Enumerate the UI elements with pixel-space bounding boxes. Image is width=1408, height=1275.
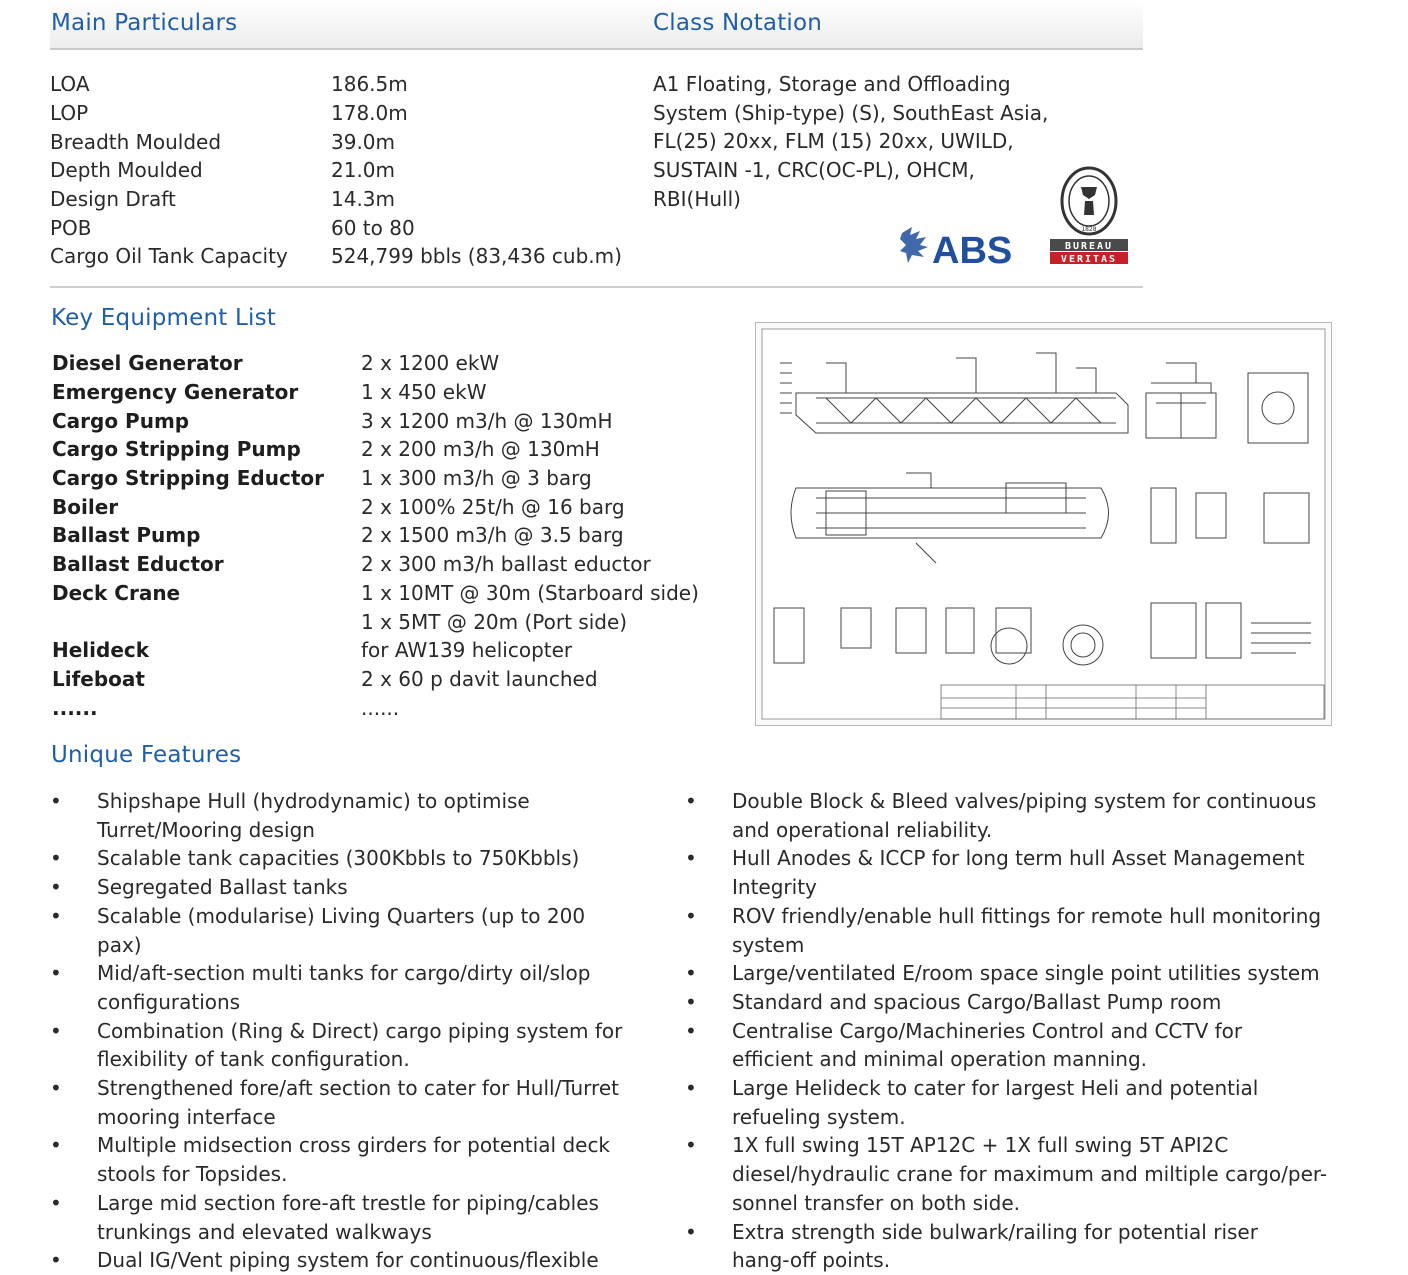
feature-item bbox=[50, 1131, 650, 1188]
feature-line: and operational reliability. bbox=[732, 817, 993, 842]
particular-value: 524,799 bbls (83,436 cub.m) bbox=[331, 244, 622, 269]
bv-text-top: BUREAU bbox=[1064, 241, 1114, 252]
class-notation-text bbox=[653, 70, 1103, 214]
equipment-row bbox=[52, 607, 732, 636]
equipment-label: Boiler bbox=[52, 494, 119, 519]
feature-line: Double Block & Bleed valves/piping system for continuous bbox=[732, 789, 1317, 813]
bullet-icon: • bbox=[685, 846, 697, 871]
feature-line: sonnel transfer on both side. bbox=[732, 1190, 1020, 1215]
general-arrangement-drawing bbox=[755, 322, 1332, 726]
feature-line: Large/ventilated E/room space single point utilities system bbox=[732, 961, 1320, 986]
equipment-label: Emergency Generator bbox=[52, 380, 299, 405]
bullet-icon: • bbox=[50, 1018, 62, 1043]
feature-line: 1X full swing 15T AP12C + 1X full swing 5T API2C bbox=[732, 1133, 1229, 1158]
feature-item bbox=[685, 1017, 1345, 1074]
equipment-row bbox=[52, 693, 732, 722]
feature-text bbox=[732, 844, 1345, 901]
feature-line: Segregated Ballast tanks bbox=[97, 875, 348, 900]
feature-item bbox=[50, 959, 650, 1016]
feature-line: Standard and spacious Cargo/Ballast Pump room bbox=[732, 989, 1222, 1014]
feature-line: Centralise Cargo/Machineries Control and CCTV for bbox=[732, 1018, 1243, 1043]
equipment-row bbox=[52, 464, 732, 493]
feature-line: Large Helideck to cater for largest Heli and potential bbox=[732, 1076, 1259, 1101]
bullet-icon: • bbox=[50, 1076, 62, 1101]
equipment-value: 2 x 1500 m3/h @ 3.5 barg bbox=[361, 523, 624, 548]
bullet-icon: • bbox=[50, 789, 62, 813]
feature-text bbox=[97, 1189, 650, 1246]
equipment-label: ...... bbox=[52, 695, 98, 720]
particular-label: Cargo Oil Tank Capacity bbox=[50, 244, 288, 269]
particular-row bbox=[50, 185, 650, 214]
equipment-label: Diesel Generator bbox=[52, 351, 243, 376]
feature-line: Mid/aft-section multi tanks for cargo/dirty oil/slop bbox=[97, 961, 591, 986]
section-divider bbox=[50, 286, 1143, 288]
bullet-icon: • bbox=[50, 846, 62, 871]
key-equipment-heading: Key Equipment List bbox=[51, 305, 276, 331]
feature-line: system bbox=[732, 932, 805, 957]
class-notation-heading: Class Notation bbox=[653, 10, 823, 36]
bullet-icon: • bbox=[685, 961, 697, 986]
equipment-value: 2 x 100% 25t/h @ 16 barg bbox=[361, 494, 625, 519]
feature-text bbox=[97, 1246, 650, 1275]
bureau-veritas-logo bbox=[1048, 165, 1130, 267]
feature-text bbox=[97, 844, 650, 873]
particular-label: LOA bbox=[50, 72, 90, 97]
feature-line: Extra strength side bulwark/railing for potential riser bbox=[732, 1219, 1258, 1244]
feature-text bbox=[732, 988, 1345, 1017]
equipment-value: 3 x 1200 m3/h @ 130mH bbox=[361, 408, 613, 433]
particular-value: 21.0m bbox=[331, 158, 396, 183]
feature-line: Multiple midsection cross girders for potential deck bbox=[97, 1133, 611, 1158]
equipment-value: 1 x 10MT @ 30m (Starboard side) bbox=[361, 580, 699, 605]
equipment-label: Ballast Eductor bbox=[52, 552, 224, 577]
feature-item bbox=[50, 902, 650, 959]
particular-label: Design Draft bbox=[50, 187, 176, 212]
equipment-label: Lifeboat bbox=[52, 666, 145, 691]
equipment-label: Cargo Pump bbox=[52, 408, 190, 433]
main-particulars-heading: Main Particulars bbox=[51, 10, 238, 36]
equipment-value: 2 x 60 p davit launched bbox=[361, 666, 598, 691]
feature-item bbox=[50, 1017, 650, 1074]
equipment-label: Deck Crane bbox=[52, 580, 181, 605]
feature-text bbox=[97, 959, 650, 1016]
equipment-row bbox=[52, 636, 732, 665]
feature-item bbox=[50, 1189, 650, 1246]
particular-row bbox=[50, 70, 650, 99]
particular-row bbox=[50, 99, 650, 128]
particular-label: LOP bbox=[50, 101, 89, 126]
feature-item bbox=[50, 873, 650, 902]
feature-text bbox=[732, 1218, 1345, 1275]
class-notation-line: RBI(Hull) bbox=[653, 186, 741, 211]
feature-text bbox=[732, 902, 1345, 959]
feature-line: refueling system. bbox=[732, 1104, 906, 1129]
feature-item bbox=[685, 902, 1345, 959]
particular-value: 39.0m bbox=[331, 129, 396, 154]
equipment-row bbox=[52, 492, 732, 521]
feature-line: Large mid section fore-aft trestle for piping/cables bbox=[97, 1190, 599, 1215]
bv-text-bottom: VERITAS bbox=[1060, 254, 1118, 265]
equipment-label: Cargo Stripping Pump bbox=[52, 437, 301, 462]
feature-line: trunkings and elevated walkways bbox=[97, 1219, 432, 1244]
feature-item bbox=[50, 1246, 650, 1275]
feature-line: ROV friendly/enable hull fittings for remote hull monitoring bbox=[732, 903, 1322, 928]
feature-text bbox=[97, 1017, 650, 1074]
particular-row bbox=[50, 242, 650, 271]
equipment-row bbox=[52, 665, 732, 694]
equipment-label: Ballast Pump bbox=[52, 523, 201, 548]
main-particulars-table bbox=[50, 70, 650, 271]
feature-text bbox=[97, 1074, 650, 1131]
bullet-icon: • bbox=[50, 961, 62, 986]
features-left-column bbox=[50, 787, 650, 1275]
equipment-value: 2 x 300 m3/h ballast eductor bbox=[361, 552, 651, 577]
feature-text bbox=[97, 1131, 650, 1188]
bullet-icon: • bbox=[685, 1076, 697, 1101]
feature-line: Strengthened fore/aft section to cater for Hull/Turret bbox=[97, 1076, 619, 1101]
bullet-icon: • bbox=[685, 989, 697, 1014]
particular-value: 178.0m bbox=[331, 101, 408, 126]
feature-item bbox=[50, 1074, 650, 1131]
feature-text bbox=[732, 1017, 1345, 1074]
feature-line: Dual IG/Vent piping system for continuous/flexible bbox=[97, 1248, 599, 1273]
equipment-list bbox=[52, 349, 732, 722]
unique-features-heading: Unique Features bbox=[51, 742, 242, 768]
feature-line: Shipshape Hull (hydrodynamic) to optimise bbox=[97, 789, 530, 813]
equipment-value: 2 x 1200 ekW bbox=[361, 351, 500, 376]
feature-text bbox=[732, 1074, 1345, 1131]
feature-line: flexibility of tank configuration. bbox=[97, 1047, 410, 1072]
particular-label: Depth Moulded bbox=[50, 158, 203, 183]
equipment-value: for AW139 helicopter bbox=[361, 638, 573, 663]
feature-item bbox=[50, 844, 650, 873]
equipment-row bbox=[52, 349, 732, 378]
class-notation-line: A1 Floating, Storage and Offloading bbox=[653, 72, 1011, 96]
particular-value: 186.5m bbox=[331, 72, 408, 97]
feature-item bbox=[685, 844, 1345, 901]
class-notation-line: System (Ship-type) (S), SouthEast Asia, bbox=[653, 100, 1049, 125]
abs-text: ABS bbox=[932, 230, 1013, 271]
feature-line: Scalable (modularise) Living Quarters (up to 200 bbox=[97, 903, 586, 928]
equipment-row bbox=[52, 579, 732, 608]
feature-line: mooring interface bbox=[97, 1104, 276, 1129]
features-right-column bbox=[685, 787, 1345, 1275]
bullet-icon: • bbox=[685, 903, 697, 928]
bullet-icon: • bbox=[685, 1133, 697, 1158]
feature-item bbox=[685, 959, 1345, 988]
bullet-icon: • bbox=[50, 1248, 62, 1273]
feature-line: Turret/Mooring design bbox=[97, 817, 315, 842]
equipment-row bbox=[52, 406, 732, 435]
bullet-icon: • bbox=[685, 789, 697, 813]
feature-item bbox=[685, 1131, 1345, 1217]
feature-text bbox=[97, 873, 650, 902]
feature-item bbox=[50, 787, 650, 844]
feature-text bbox=[97, 902, 650, 959]
feature-text bbox=[732, 1131, 1345, 1217]
bullet-icon: • bbox=[50, 903, 62, 928]
particular-row bbox=[50, 127, 650, 156]
feature-line: stools for Topsides. bbox=[97, 1162, 288, 1187]
feature-text bbox=[732, 959, 1345, 988]
equipment-value: 2 x 200 m3/h @ 130mH bbox=[361, 437, 600, 462]
feature-line: diesel/hydraulic crane for maximum and miltiple cargo/per- bbox=[732, 1162, 1328, 1187]
equipment-row bbox=[52, 435, 732, 464]
feature-item bbox=[685, 988, 1345, 1017]
equipment-value: ...... bbox=[361, 695, 400, 720]
feature-line: efficient and minimal operation manning. bbox=[732, 1047, 1148, 1072]
equipment-row bbox=[52, 378, 732, 407]
bullet-icon: • bbox=[50, 1133, 62, 1158]
feature-text bbox=[97, 787, 650, 844]
feature-line: configurations bbox=[97, 989, 241, 1014]
equipment-label: Cargo Stripping Eductor bbox=[52, 466, 324, 491]
particular-value: 60 to 80 bbox=[331, 215, 415, 240]
particular-row bbox=[50, 156, 650, 185]
bv-year: 1828 bbox=[1081, 226, 1097, 233]
abs-logo bbox=[898, 225, 1026, 271]
feature-line: pax) bbox=[97, 932, 142, 957]
feature-line: Scalable tank capacities (300Kbbls to 750Kbbls) bbox=[97, 846, 580, 871]
equipment-value: 1 x 300 m3/h @ 3 barg bbox=[361, 466, 592, 491]
bullet-icon: • bbox=[685, 1219, 697, 1244]
feature-item bbox=[685, 787, 1345, 844]
feature-line: Hull Anodes & ICCP for long term hull Asset Management bbox=[732, 846, 1305, 871]
equipment-label: Helideck bbox=[52, 638, 150, 663]
feature-item bbox=[685, 1218, 1345, 1275]
bullet-icon: • bbox=[685, 1018, 697, 1043]
class-notation-line: SUSTAIN -1, CRC(OC-PL), OHCM, bbox=[653, 158, 975, 183]
equipment-value: 1 x 5MT @ 20m (Port side) bbox=[361, 609, 628, 634]
particular-label: Breadth Moulded bbox=[50, 129, 222, 154]
feature-line: Integrity bbox=[732, 875, 817, 900]
equipment-value: 1 x 450 ekW bbox=[361, 380, 487, 405]
feature-line: hang-off points. bbox=[732, 1248, 891, 1273]
bullet-icon: • bbox=[50, 1190, 62, 1215]
feature-text bbox=[732, 787, 1345, 844]
equipment-row bbox=[52, 521, 732, 550]
feature-item bbox=[685, 1074, 1345, 1131]
particular-label: POB bbox=[50, 215, 92, 240]
particular-value: 14.3m bbox=[331, 187, 396, 212]
particular-row bbox=[50, 213, 650, 242]
bullet-icon: • bbox=[50, 875, 62, 900]
feature-line: Combination (Ring & Direct) cargo piping system for bbox=[97, 1018, 623, 1043]
class-notation-line: FL(25) 20xx, FLM (15) 20xx, UWILD, bbox=[653, 129, 1014, 154]
equipment-row bbox=[52, 550, 732, 579]
